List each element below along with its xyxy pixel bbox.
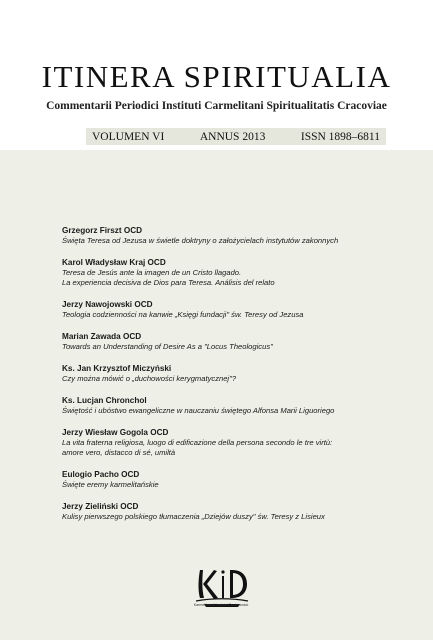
toc-entry [62, 363, 422, 395]
toc-entry [62, 469, 422, 501]
toc-title-line: amore vero, distacco di sé, umiltà [62, 448, 176, 457]
journal-subtitle: Commentarii Periodici Instituti Carmelitani Spiritualitatis Cracoviae [46, 100, 387, 112]
publisher-caption [176, 603, 266, 607]
toc-title-line: Kulisy pierwszego polskiego tłumaczenia „Dziejów duszy" św. Teresy z Lisieux [62, 512, 325, 521]
year-label: ANNUS 2013 [199, 130, 266, 143]
toc-author: Ks. Lucjan Chronchol [62, 396, 147, 405]
issue-meta-bar [86, 128, 386, 145]
toc-title-line: La vita fraterna religiosa, luogo di edificazione della persona secondo le tre virtù: [62, 438, 333, 447]
issn-label: ISSN 1898–6811 [300, 130, 380, 143]
toc-author: Jerzy Nawojowski OCD [62, 300, 153, 309]
toc-author: Jerzy Zieliński OCD [62, 502, 139, 511]
toc-author: Grzegorz Firszt OCD [62, 226, 143, 235]
publisher-name: Karmelitański Instytut Duchowości [193, 603, 249, 607]
toc-title-line: Święte eremy karmelitańskie [62, 480, 159, 489]
toc-entry [62, 427, 422, 469]
toc-entry [62, 225, 422, 257]
table-of-contents [62, 225, 422, 533]
toc-entry [62, 501, 422, 533]
toc-author: Ks. Jan Krzysztof Miczyński [62, 364, 172, 373]
toc-author: Eulogio Pacho OCD [62, 470, 140, 479]
toc-author: Marian Zawada OCD [62, 332, 142, 341]
toc-title-line: Teresa de Jesús ante la imagen de un Cristo llagado. [62, 268, 242, 277]
cover-header [0, 0, 433, 150]
toc-title-line: La experiencia decisiva de Dios para Teresa. Análisis del relato [62, 278, 275, 287]
toc-entry [62, 331, 422, 363]
journal-title: ITINERA SPIRITUALIA [41, 59, 392, 94]
toc-title-line: Świętość i ubóstwo ewangeliczne w nauczaniu świętego Alfonsa Marii Liguoriego [62, 406, 335, 415]
toc-title-line: Czy można mówić o „duchowości kerygmatycznej"? [62, 374, 237, 383]
toc-entry [62, 299, 422, 331]
toc-entry [62, 257, 422, 299]
toc-title-line: Teologia codzienności na kanwie „Księgi fundacji" św. Teresy od Jezusa [62, 310, 304, 319]
toc-title-line: Święta Teresa od Jezusa w świetle doktryny o założycielach instytutów zakonnych [62, 236, 339, 245]
toc-entry [62, 395, 422, 427]
volume-label: VOLUMEN VI [92, 130, 165, 143]
toc-title-line: Towards an Understanding of Desire As a "Locus Theologicus" [62, 342, 273, 351]
toc-author: Karol Władysław Kraj OCD [62, 258, 166, 267]
toc-author: Jerzy Wiesław Gogola OCD [62, 428, 169, 437]
publisher-logo-icon [194, 562, 250, 608]
